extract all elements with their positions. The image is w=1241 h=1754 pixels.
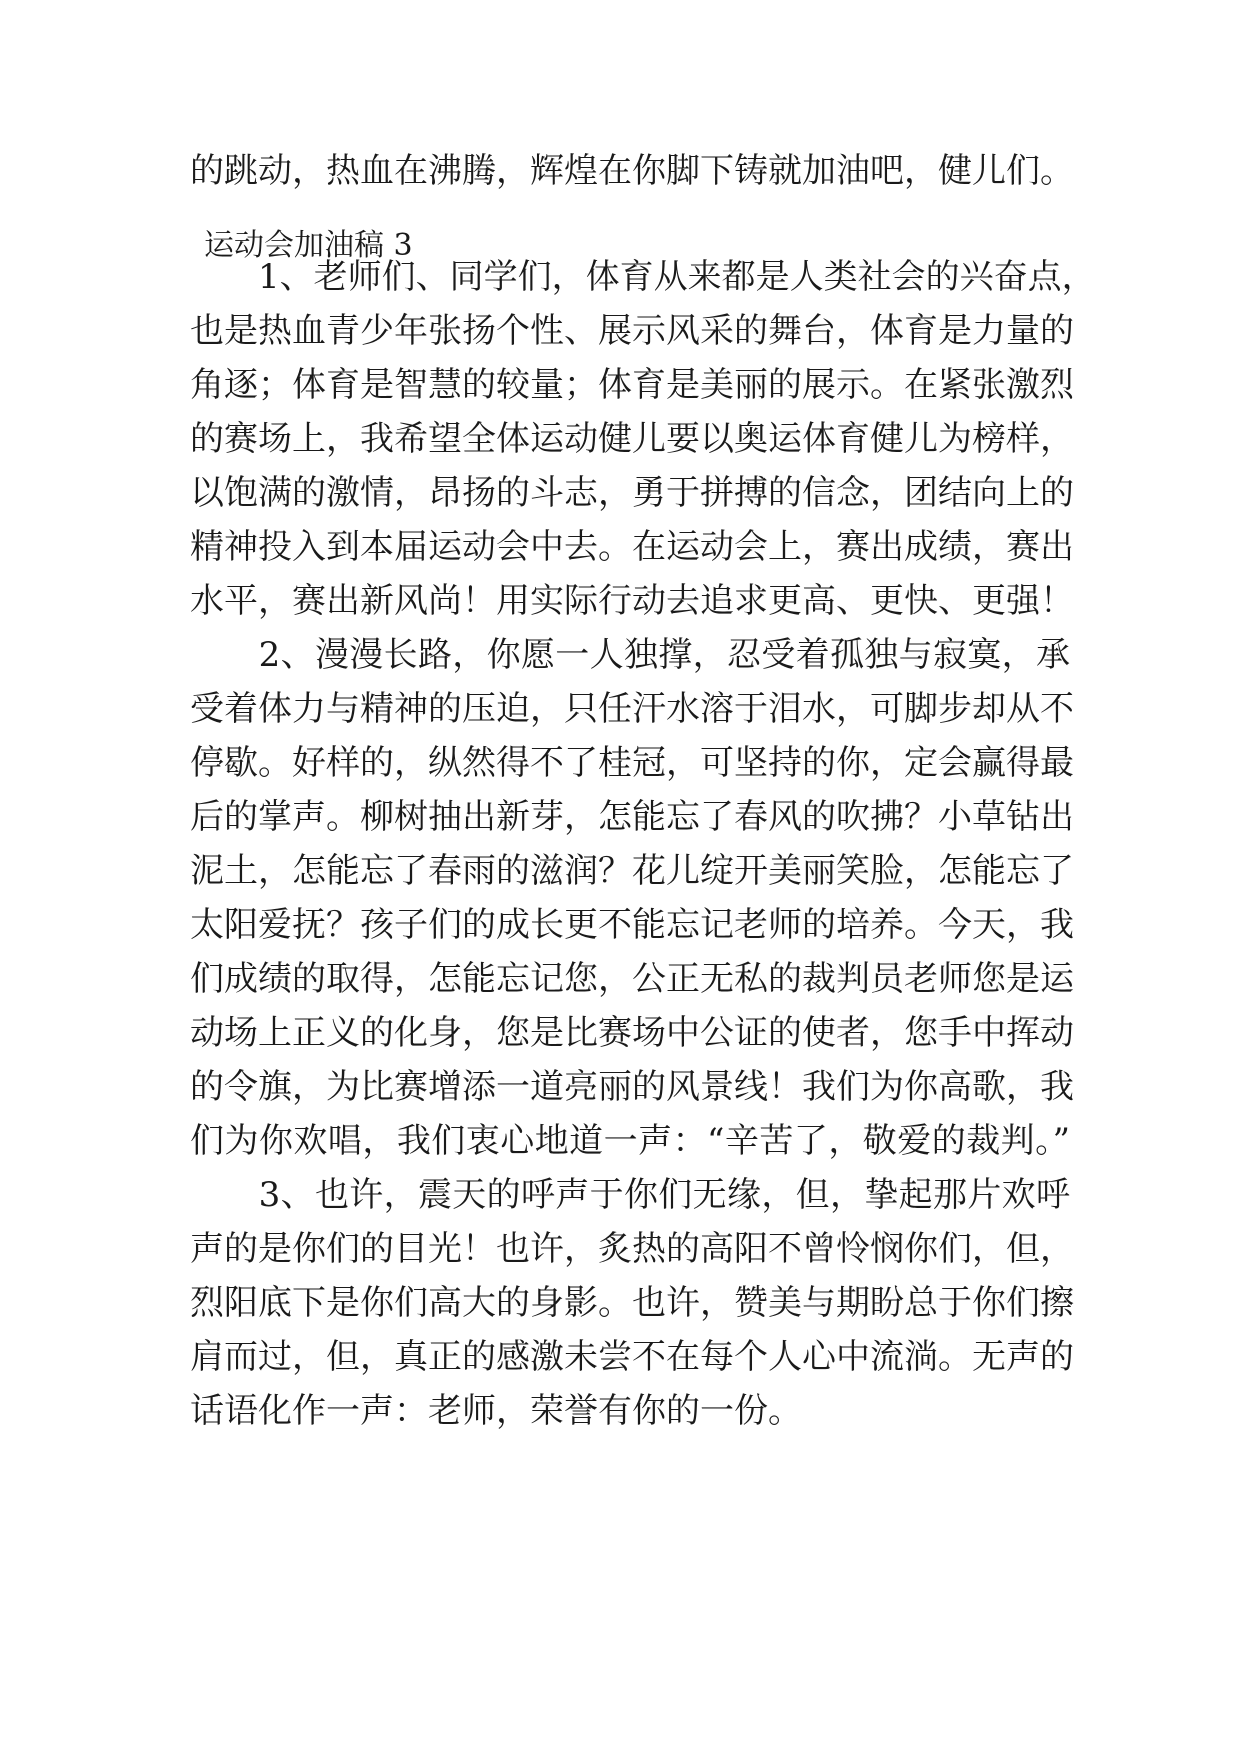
paragraph-3-line: 3、也许，震天的呼声于你们无缘，但，挚起那片欢呼 [190, 1175, 1070, 1215]
paragraph-3-line: 肩而过，但，真正的感激未尝不在每个人心中流淌。无声的 [190, 1337, 1074, 1377]
section-heading: 运动会加油稿 3 [204, 228, 413, 263]
paragraph-1-line: 角逐；体育是智慧的较量；体育是美丽的展示。在紧张激烈 [190, 365, 1074, 405]
paragraph-2-line: 动场上正义的化身，您是比赛场中公证的使者，您手中挥动 [190, 1013, 1074, 1053]
paragraph-2-line: 太阳爱抚？孩子们的成长更不能忘记老师的培养。今天，我 [190, 905, 1074, 945]
paragraph-2-line: 停歇。好样的，纵然得不了桂冠，可坚持的你，定会赢得最 [190, 743, 1074, 783]
paragraph-2-line: 2、漫漫长路，你愿一人独撑，忍受着孤独与寂寞，承 [190, 635, 1070, 675]
paragraph-2-line: 们为你欢唱，我们衷心地道一声：“辛苦了，敬爱的裁判。” [190, 1121, 1070, 1161]
paragraph-1-line: 也是热血青少年张扬个性、展示风采的舞台，体育是力量的 [190, 311, 1074, 351]
body-line-continuation: 的跳动，热血在沸腾，辉煌在你脚下铸就加油吧，健儿们。 [190, 151, 1074, 191]
paragraph-2-line: 们成绩的取得，怎能忘记您，公正无私的裁判员老师您是运 [190, 959, 1074, 999]
paragraph-1-line: 的赛场上，我希望全体运动健儿要以奥运体育健儿为榜样， [190, 419, 1074, 459]
paragraph-1-line: 水平，赛出新风尚！用实际行动去追求更高、更快、更强！ [190, 581, 1074, 621]
paragraph-3-line: 烈阳底下是你们高大的身影。也许，赞美与期盼总于你们擦 [190, 1283, 1074, 1323]
paragraph-1-line: 精神投入到本届运动会中去。在运动会上，赛出成绩，赛出 [190, 527, 1074, 567]
paragraph-3-line: 声的是你们的目光！也许，炙热的高阳不曾怜悯你们，但， [190, 1229, 1074, 1269]
paragraph-2-line: 后的掌声。柳树抽出新芽，怎能忘了春风的吹拂？小草钻出 [190, 797, 1074, 837]
paragraph-3-line: 话语化作一声：老师，荣誉有你的一份。 [190, 1391, 802, 1431]
paragraph-2-line: 的令旗，为比赛增添一道亮丽的风景线！我们为你高歌，我 [190, 1067, 1074, 1107]
paragraph-1-line: 1、老师们、同学们，体育从来都是人类社会的兴奋点， [190, 257, 1096, 297]
paragraph-1-line: 以饱满的激情，昂扬的斗志，勇于拼搏的信念，团结向上的 [190, 473, 1074, 513]
paragraph-2-line: 受着体力与精神的压迫，只任汗水溶于泪水，可脚步却从不 [190, 689, 1074, 729]
paragraph-2-line: 泥土，怎能忘了春雨的滋润？花儿绽开美丽笑脸，怎能忘了 [190, 851, 1074, 891]
